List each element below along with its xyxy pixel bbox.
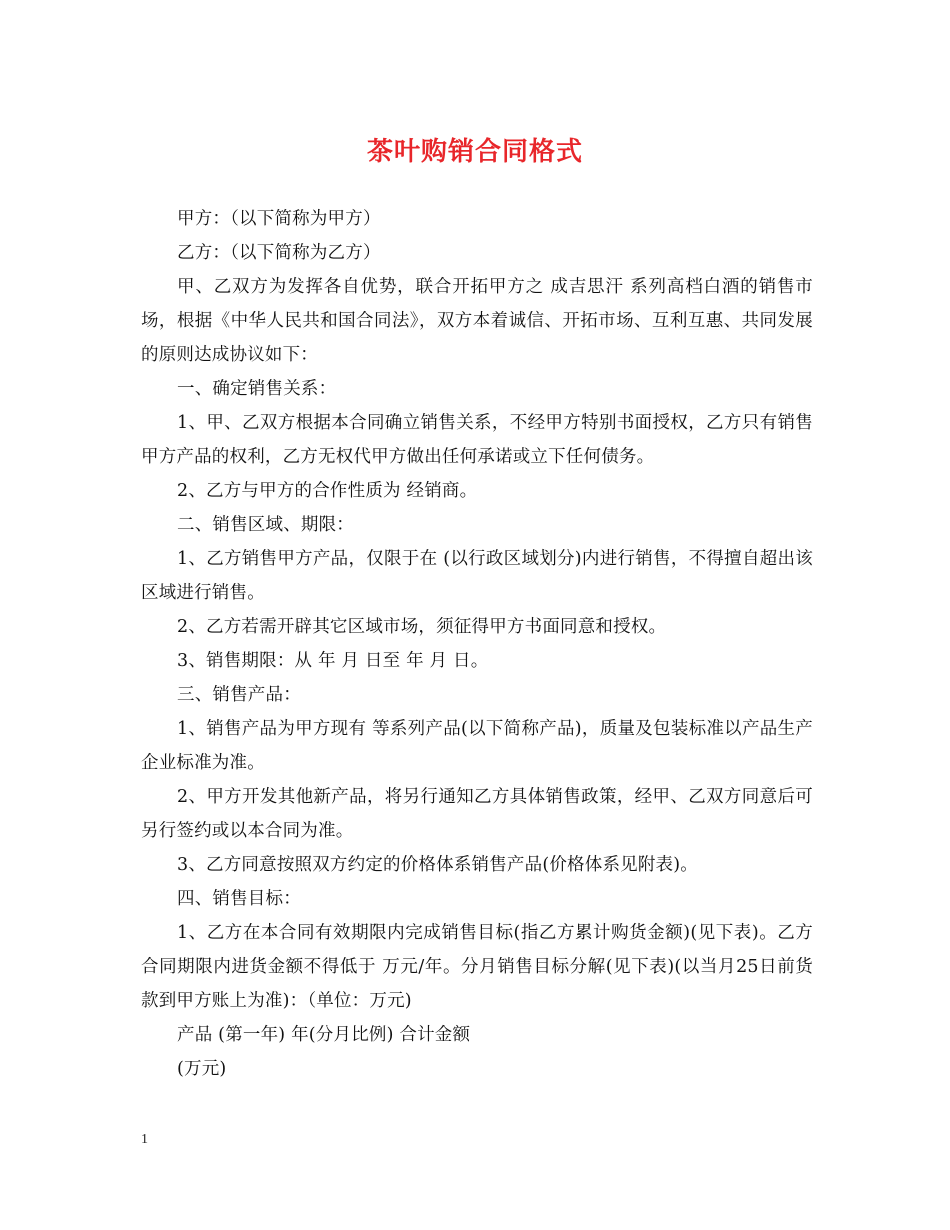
contract-body [141, 202, 813, 1086]
clause-paragraph: 1、乙方在本合同有效期限内完成销售目标(指乙方累计购货金额)(见下表)。乙方合同期限内进货金额不得低于 万元/年。分月销售目标分解(见下表)(以当月25日前货款到甲方账上为准)：（单位：万元) [141, 923, 813, 1011]
intro-paragraph: 甲、乙双方为发挥各自优势，联合开拓甲方之 成吉思汗 系列高档白酒的销售市场，根据《中华人民共和国合同法》，双方本着诚信、开拓市场、互利互惠、共同发展的原则达成协议如下： [141, 277, 813, 365]
clause-paragraph: 1、销售产品为甲方现有 等系列产品(以下简称产品)，质量及包装标准以产品生产企业标准为准。 [141, 719, 813, 773]
table-header-line: 产品 (第一年) 年(分月比例) 合计金额 [177, 1025, 471, 1045]
clause-paragraph: 1、乙方销售甲方产品，仅限于在 (以行政区域划分)内进行销售，不得擅自超出该区域进行销售。 [141, 549, 813, 603]
table-unit-line: (万元) [177, 1059, 227, 1079]
party-b-line: 乙方：（以下简称为乙方） [177, 243, 381, 263]
clause-paragraph: 2、甲方开发其他新产品，将另行通知乙方具体销售政策，经甲、乙双方同意后可另行签约或以本合同为准。 [141, 787, 813, 841]
section-heading: 二、销售区域、期限： [177, 515, 354, 535]
page-number: 1 [141, 1132, 148, 1147]
clause-paragraph: 3、乙方同意按照双方约定的价格体系销售产品(价格体系见附表)。 [177, 855, 698, 875]
clause-paragraph: 3、销售期限：从 年 月 日至 年 月 日。 [177, 651, 489, 671]
clause-paragraph: 2、乙方与甲方的合作性质为 经销商。 [177, 481, 478, 501]
party-a-line: 甲方：（以下简称为甲方） [177, 209, 381, 229]
document-title: 茶叶购销合同格式 [366, 137, 583, 167]
clause-paragraph: 2、乙方若需开辟其它区域市场，须征得甲方书面同意和授权。 [177, 617, 667, 637]
section-heading: 三、销售产品： [177, 685, 301, 705]
section-heading: 四、销售目标： [177, 889, 301, 909]
clause-paragraph: 1、甲、乙双方根据本合同确立销售关系，不经甲方特别书面授权，乙方只有销售甲方产品的权利，乙方无权代甲方做出任何承诺或立下任何债务。 [141, 413, 813, 467]
section-heading: 一、确定销售关系： [177, 379, 337, 399]
